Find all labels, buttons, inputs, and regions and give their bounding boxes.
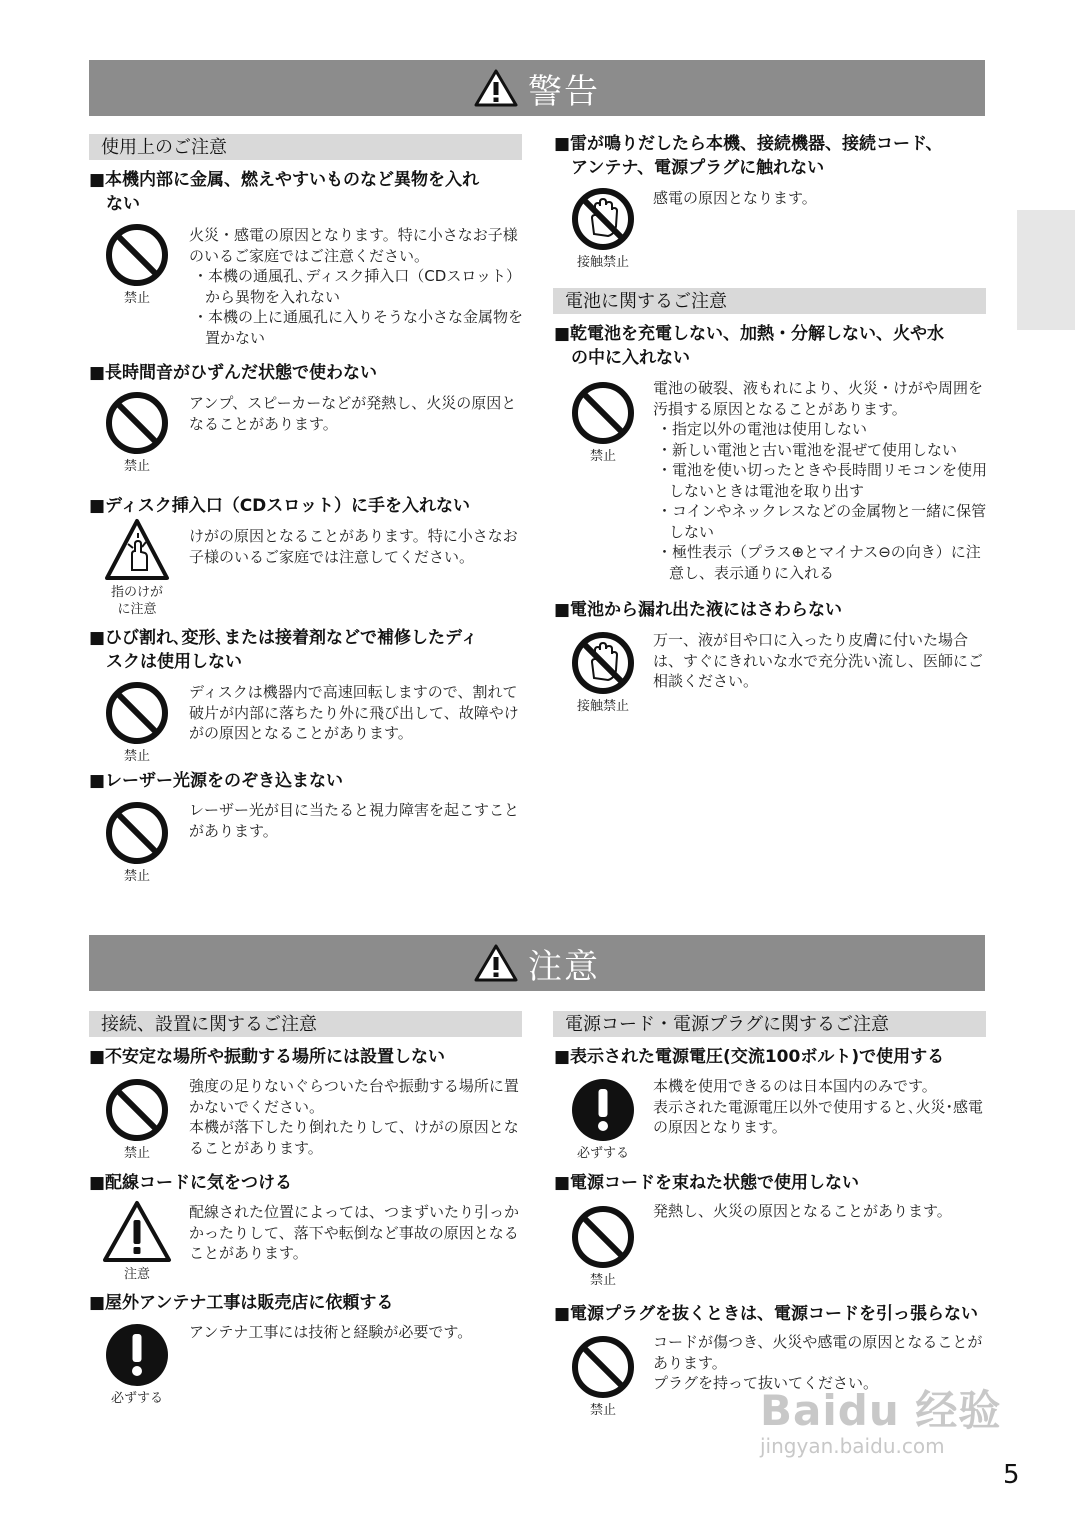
- icon-label: 禁止: [589, 449, 616, 464]
- prohibited-icon: [100, 222, 174, 307]
- icon-label: 禁止: [123, 291, 150, 306]
- icon-label: 必ずする: [110, 1391, 163, 1406]
- item-description: コードが傷つき、火災や感電の原因となることがあります。 プラグを持って抜いてください。: [653, 1333, 983, 1392]
- item-title: ■本機内部に金属、燃えやすいものなど異物を入れ ない: [89, 170, 480, 214]
- subhead-battery: 電池に関するご注意: [553, 288, 986, 314]
- bullet: ・コインやネックレスなどの金属物と一緒に保管しない: [657, 502, 987, 541]
- item-title: ■不安定な場所や振動する場所には設置しない: [89, 1047, 446, 1067]
- item-description: 配線された位置によっては、つまずいたり引っかかったりして、落下や転倒など事故の原因となることがあります。: [189, 1203, 520, 1262]
- icon-label: 接触禁止: [576, 699, 629, 714]
- item-description: 本機を使用できるのは日本国内のみです。 表示された電源電圧以外で使用すると､火災･感電の原因となります。: [653, 1077, 984, 1136]
- prohibited-icon: [566, 380, 640, 465]
- prohibited-icon: [100, 390, 174, 475]
- item-title: ■長時間音がひずんだ状態で使わない: [89, 363, 378, 383]
- icon-label: 注意: [123, 1267, 150, 1282]
- mandatory-icon: [566, 1077, 640, 1162]
- bullet: ・新しい電池と古い電池を混ぜて使用しない: [657, 440, 958, 459]
- caution-banner: [89, 935, 985, 991]
- watermark-url: jingyan.baidu.com: [760, 1434, 945, 1458]
- icon-label: 禁止: [589, 1273, 616, 1288]
- item-title: ■屋外アンテナ工事は販売店に依頼する: [89, 1293, 394, 1313]
- icon-label: 禁止: [123, 749, 150, 764]
- item-description: レーザー光が目に当たると視力障害を起こすことがあります。: [189, 801, 520, 840]
- item-description: アンテナ工事には技術と経験が必要です。: [189, 1323, 473, 1341]
- bullet: ・極性表示（プラス⊕とマイナス⊖の向き）に注意し、表示通りに入れる: [657, 543, 981, 582]
- item-title: ■雷が鳴りだしたら本機、接続機器、接続コード、 アンテナ、電源プラグに触れない: [554, 134, 943, 178]
- prohibited-icon: [566, 1204, 640, 1289]
- subhead-power-cord: 電源コード・電源プラグに関するご注意: [553, 1011, 986, 1037]
- item-description: 感電の原因となります。: [653, 189, 817, 207]
- warning-triangle-icon: [474, 68, 518, 108]
- caution-icon: [100, 1200, 174, 1283]
- icon-label: 必ずする: [576, 1146, 629, 1161]
- watermark-logo-text: Baidu 经验: [760, 1386, 1002, 1435]
- warning-heading: 警告: [528, 71, 600, 112]
- icon-label: 指のけが に注意: [110, 585, 163, 617]
- watermark: [760, 1378, 1001, 1458]
- item-title: ■ディスク挿入口（CDスロット）に手を入れない: [89, 496, 470, 516]
- item-description: けがの原因となることがあります。特に小さなお子様のいるご家庭では注意してください。: [189, 527, 518, 566]
- subhead-usage: 使用上のご注意: [89, 134, 522, 160]
- item-title: ■レーザー光源をのぞき込まない: [89, 771, 344, 791]
- icon-label: 禁止: [589, 1403, 616, 1418]
- bullet: ・電池を使い切ったときや長時間リモコンを使用しないときは電池を取り出す: [657, 461, 988, 500]
- icon-label: 禁止: [123, 1146, 150, 1161]
- item-description: ディスクは機器内で高速回転しますので、割れて破片が内部に落ちたり外に飛び出して、故障やけがの原因となることがあります。: [189, 683, 519, 742]
- prohibited-icon: [100, 800, 174, 885]
- prohibited-icon: [566, 1334, 640, 1419]
- warning-banner: [89, 60, 985, 116]
- caution-heading: 注意: [528, 946, 600, 987]
- item-description: 万一、液が目や口に入ったり皮膚に付いた場合は、すぐにきれいな水で充分洗い流し、医師にご相談ください。: [653, 631, 984, 690]
- side-tab: [1017, 210, 1075, 330]
- desc-text: 電池の破裂、液もれにより、火災・けがや周囲を汚損する原因となることがあります。: [653, 379, 984, 418]
- item-description: 発熱し、火災の原因となることがあります。: [653, 1202, 952, 1220]
- item-title: ■ひび割れ､変形､または接着剤などで補修したディ スクは使用しない: [89, 628, 478, 672]
- mandatory-icon: [100, 1322, 174, 1407]
- bullet: ・指定以外の電池は使用しない: [657, 420, 868, 438]
- no-touch-icon: [566, 630, 640, 715]
- item-title: ■乾電池を充電しない、加熱・分解しない、火や水 の中に入れない: [554, 324, 945, 368]
- subhead-installation: 接続、設置に関するご注意: [89, 1011, 522, 1037]
- bullet: ・本機の上に通風孔に入りそうな小さな金属物を置かない: [193, 308, 524, 347]
- prohibited-icon: [100, 680, 174, 765]
- item-description: [653, 378, 987, 583]
- item-title: ■配線コードに気をつける: [89, 1173, 293, 1193]
- icon-label: 禁止: [123, 869, 150, 884]
- item-description: 強度の足りないぐらついた台や振動する場所に置かないでください。 本機が落下したり倒れたりして、けがの原因となることがあります。: [189, 1077, 519, 1157]
- item-title: ■電源プラグを抜くときは、電源コードを引っ張らない: [554, 1304, 979, 1324]
- page-number: 5: [1003, 1460, 1020, 1490]
- icon-label: 禁止: [123, 459, 150, 474]
- item-title: ■電源コードを束ねた状態で使用しない: [554, 1173, 860, 1193]
- finger-injury-icon: [100, 518, 174, 618]
- item-description: [189, 225, 523, 348]
- item-title: ■電池から漏れ出た液にはさわらない: [554, 600, 843, 620]
- desc-text: 火災・感電の原因となります。特に小さなお子様のいるご家庭ではご注意ください。: [189, 226, 518, 265]
- caution-triangle-icon: [474, 943, 518, 983]
- item-title: ■表示された電源電圧(交流100ボルト)で使用する: [554, 1047, 945, 1067]
- no-touch-icon: [566, 186, 640, 271]
- prohibited-icon: [100, 1077, 174, 1162]
- icon-label: 接触禁止: [576, 255, 629, 270]
- item-description: アンプ、スピーカーなどが発熱し、火災の原因となることがあります。: [189, 394, 517, 433]
- bullet: ・本機の通風孔､ディスク挿入口（CDスロット）から異物を入れない: [193, 267, 522, 306]
